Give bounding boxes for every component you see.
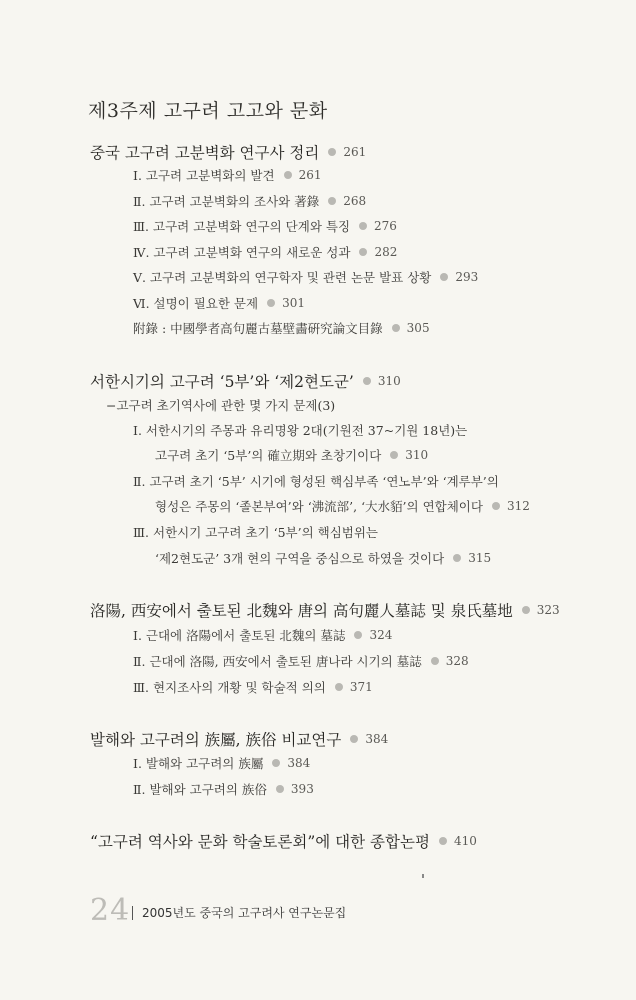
toc-item[interactable] (133, 626, 392, 644)
toc-item[interactable] (133, 268, 478, 286)
toc-item[interactable] (133, 294, 305, 312)
item-text: Ⅰ. 근대에 洛陽에서 출토된 北魏의 墓誌 (133, 628, 346, 643)
page-ref: 384 (365, 732, 389, 746)
print-mark (422, 874, 424, 878)
section-title: “고구려 역사와 문화 학술토론회”에 대한 종합논평 (90, 833, 430, 851)
bullet-dot-icon (276, 785, 284, 793)
bullet-dot-icon (390, 451, 398, 459)
page-ref: 276 (374, 219, 397, 233)
bullet-dot-icon (453, 554, 461, 562)
page-ref: 305 (406, 321, 430, 335)
section-title: 洛陽, 西安에서 출토된 北魏와 唐의 高句麗人墓誌 및 泉氏墓地 (90, 602, 513, 620)
bullet-dot-icon (284, 171, 292, 179)
page-ref: 261 (298, 168, 322, 182)
bullet-dot-icon (492, 502, 500, 510)
item-text: Ⅱ. 근대에 洛陽, 西安에서 출토된 唐나라 시기의 墓誌 (133, 654, 422, 669)
bullet-dot-icon (354, 631, 362, 639)
bullet-dot-icon (440, 273, 448, 281)
item-text: Ⅰ. 발해와 고구려의 族屬 (133, 756, 264, 771)
toc-item[interactable] (133, 192, 366, 210)
page-ref: 312 (506, 499, 530, 513)
toc-item[interactable] (133, 472, 499, 490)
toc-item-continued[interactable] (155, 446, 428, 464)
item-text: Ⅱ. 고구려 고분벽화의 조사와 著錄 (133, 194, 320, 209)
running-footer-title: 2005년도 중국의 고구려사 연구논문집 (142, 906, 347, 920)
toc-item[interactable] (133, 243, 397, 261)
page-ref: 293 (455, 270, 479, 284)
page-ref: 323 (536, 603, 560, 617)
section-1-heading[interactable] (90, 141, 366, 163)
part-title: 제3주제 고구려 고고와 문화 (88, 100, 328, 122)
item-text: ‘제2현도군’ 3개 현의 구역을 중심으로 하였을 것이다 (155, 551, 445, 566)
section-subtitle (106, 396, 335, 414)
bullet-dot-icon (431, 657, 439, 665)
item-text: Ⅰ. 서한시기의 주몽과 유리명왕 2대(기원전 37~기원 18년)는 (133, 423, 468, 438)
page-ref: 393 (290, 782, 314, 796)
toc-item[interactable] (133, 754, 310, 772)
section-5-heading[interactable] (90, 830, 477, 852)
bullet-dot-icon (522, 606, 530, 614)
bullet-dot-icon (328, 197, 336, 205)
page-ref: 315 (468, 551, 492, 565)
footer-divider (132, 906, 133, 920)
page-ref: 324 (369, 628, 393, 642)
bullet-dot-icon (272, 759, 280, 767)
page-ref: 310 (377, 374, 401, 388)
toc-item[interactable] (133, 523, 378, 541)
item-text: Ⅲ. 서한시기 고구려 초기 ‘5부’의 핵심범위는 (133, 525, 378, 540)
page-ref: 328 (445, 654, 469, 668)
bullet-dot-icon (359, 248, 367, 256)
bullet-dot-icon (359, 222, 367, 230)
item-text: 附錄 : 中國學者高句麗古墓壁畵硏究論文目錄 (133, 321, 383, 336)
section-title: 발해와 고구려의 族屬, 族俗 비교연구 (90, 731, 342, 749)
toc-item[interactable] (133, 652, 469, 670)
toc-item[interactable] (133, 319, 430, 337)
page-ref: 268 (343, 194, 367, 208)
bullet-dot-icon (267, 299, 275, 307)
page-ref: 301 (282, 296, 305, 310)
section-2-heading[interactable] (90, 370, 401, 392)
page-ref: 371 (349, 680, 373, 694)
page-ref: 282 (374, 245, 398, 259)
toc-item[interactable] (133, 421, 467, 439)
item-text: Ⅱ. 발해와 고구려의 族俗 (133, 782, 267, 797)
section-title: 중국 고구려 고분벽화 연구사 정리 (90, 144, 320, 162)
item-text: Ⅳ. 고구려 고분벽화 연구의 새로운 성과 (133, 245, 351, 260)
page-ref: 310 (405, 448, 429, 462)
item-text: Ⅴ. 고구려 고분벽화의 연구학자 및 관련 논문 발표 상황 (133, 270, 432, 285)
toc-item-continued[interactable] (155, 549, 491, 567)
page-number: 24 (90, 893, 131, 928)
bullet-dot-icon (350, 735, 358, 743)
toc-item-continued[interactable] (155, 497, 530, 515)
page-ref: 261 (343, 145, 367, 159)
bullet-dot-icon (335, 683, 343, 691)
bullet-dot-icon (363, 377, 371, 385)
bullet-dot-icon (328, 148, 336, 156)
toc-item[interactable] (133, 780, 314, 798)
section-title: 서한시기의 고구려 ‘5부’와 ‘제2현도군’ (90, 373, 354, 391)
bullet-dot-icon (392, 324, 400, 332)
toc-item[interactable] (133, 678, 373, 696)
subtitle-text: −고구려 초기역사에 관한 몇 가지 문제(3) (106, 398, 336, 413)
item-text: Ⅰ. 고구려 고분벽화의 발견 (133, 168, 275, 183)
toc-item[interactable] (133, 217, 397, 235)
page-ref: 384 (287, 756, 311, 770)
item-text: 형성은 주몽의 ‘졸본부여’와 ‘沸流部’, ‘大水貊’의 연합체이다 (155, 499, 483, 514)
item-text: Ⅲ. 현지조사의 개황 및 학술적 의의 (133, 680, 326, 695)
section-4-heading[interactable] (90, 728, 388, 750)
item-text: Ⅵ. 설명이 필요한 문제 (133, 296, 259, 311)
bullet-dot-icon (439, 837, 447, 845)
page-ref: 410 (453, 834, 477, 848)
toc-item[interactable] (133, 166, 322, 184)
item-text: 고구려 초기 ‘5부’의 確立期와 초창기이다 (155, 448, 382, 463)
item-text: Ⅱ. 고구려 초기 ‘5부’ 시기에 형성된 핵심부족 ‘연노부’와 ‘계루부’의 (133, 474, 499, 489)
section-3-heading[interactable] (90, 599, 560, 621)
item-text: Ⅲ. 고구려 고분벽화 연구의 단계와 특징 (133, 219, 351, 234)
